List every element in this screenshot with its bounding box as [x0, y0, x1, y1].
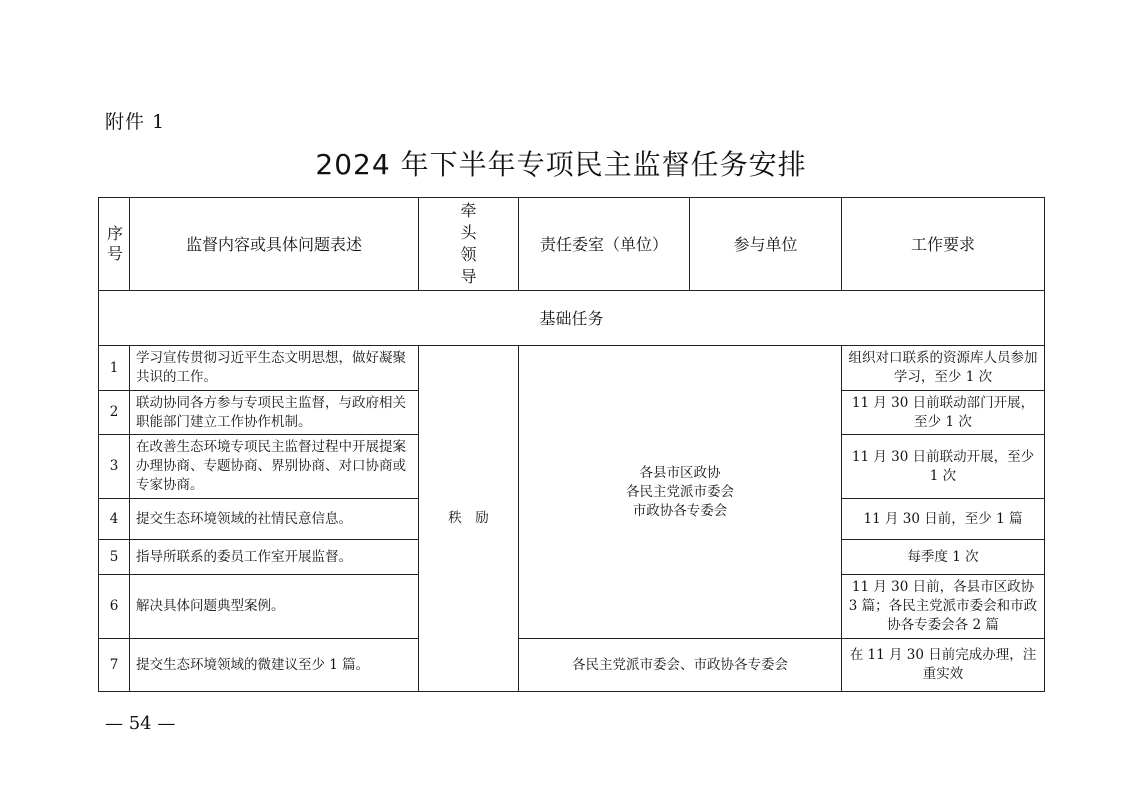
row-content: 在改善生态环境专项民主监督过程中开展提案办理协商、专题协商、界别协商、对口协商或专家协商。	[130, 435, 419, 499]
table-row	[99, 639, 1045, 692]
shared-participants-cell: 各县市区政协 各民主党派市委会 市政协各专委会	[519, 346, 842, 639]
row-requirement: 每季度 1 次	[842, 540, 1045, 575]
header-seq: 序号	[99, 198, 130, 291]
row-number: 5	[99, 540, 130, 575]
row-requirement: 11 月 30 日前，至少 1 篇	[842, 499, 1045, 540]
row-number: 3	[99, 435, 130, 499]
row-number: 6	[99, 575, 130, 639]
header-participants: 参与单位	[690, 198, 842, 291]
attachment-label: 附件 1	[105, 111, 166, 133]
row-requirement: 11 月 30 日前联动部门开展，至少 1 次	[842, 391, 1045, 435]
row-content: 解决具体问题典型案例。	[130, 575, 419, 639]
row-participants: 各民主党派市委会、市政协各专委会	[519, 639, 842, 692]
leader-cell: 秩 励	[419, 346, 519, 692]
row-content: 提交生态环境领域的社情民意信息。	[130, 499, 419, 540]
header-requirement: 工作要求	[842, 198, 1045, 291]
section-title: 基础任务	[99, 291, 1045, 346]
row-number: 1	[99, 346, 130, 391]
row-number: 7	[99, 639, 130, 692]
table-header-row	[99, 198, 1045, 291]
row-requirement: 11 月 30 日前，各县市区政协 3 篇；各民主党派市委会和市政协各专委会各 2 篇	[842, 575, 1045, 639]
row-content: 提交生态环境领域的微建议至少 1 篇。	[130, 639, 419, 692]
page-number: — 54 —	[105, 713, 176, 734]
table-row	[99, 346, 1045, 391]
header-office: 责任委室（单位）	[519, 198, 690, 291]
row-requirement: 组织对口联系的资源库人员参加学习，至少 1 次	[842, 346, 1045, 391]
row-number: 4	[99, 499, 130, 540]
row-content: 联动协同各方参与专项民主监督，与政府相关职能部门建立工作协作机制。	[130, 391, 419, 435]
row-requirement: 在 11 月 30 日前完成办理，注重实效	[842, 639, 1045, 692]
header-content: 监督内容或具体问题表述	[130, 198, 419, 291]
row-content: 学习宣传贯彻习近平生态文明思想，做好凝聚共识的工作。	[130, 346, 419, 391]
section-row	[99, 291, 1045, 346]
header-leader: 牵头领导	[419, 198, 519, 291]
row-content: 指导所联系的委员工作室开展监督。	[130, 540, 419, 575]
row-number: 2	[99, 391, 130, 435]
row-requirement: 11 月 30 日前联动开展，至少 1 次	[842, 435, 1045, 499]
task-table	[98, 197, 1045, 692]
page-title: 2024 年下半年专项民主监督任务安排	[315, 148, 807, 181]
